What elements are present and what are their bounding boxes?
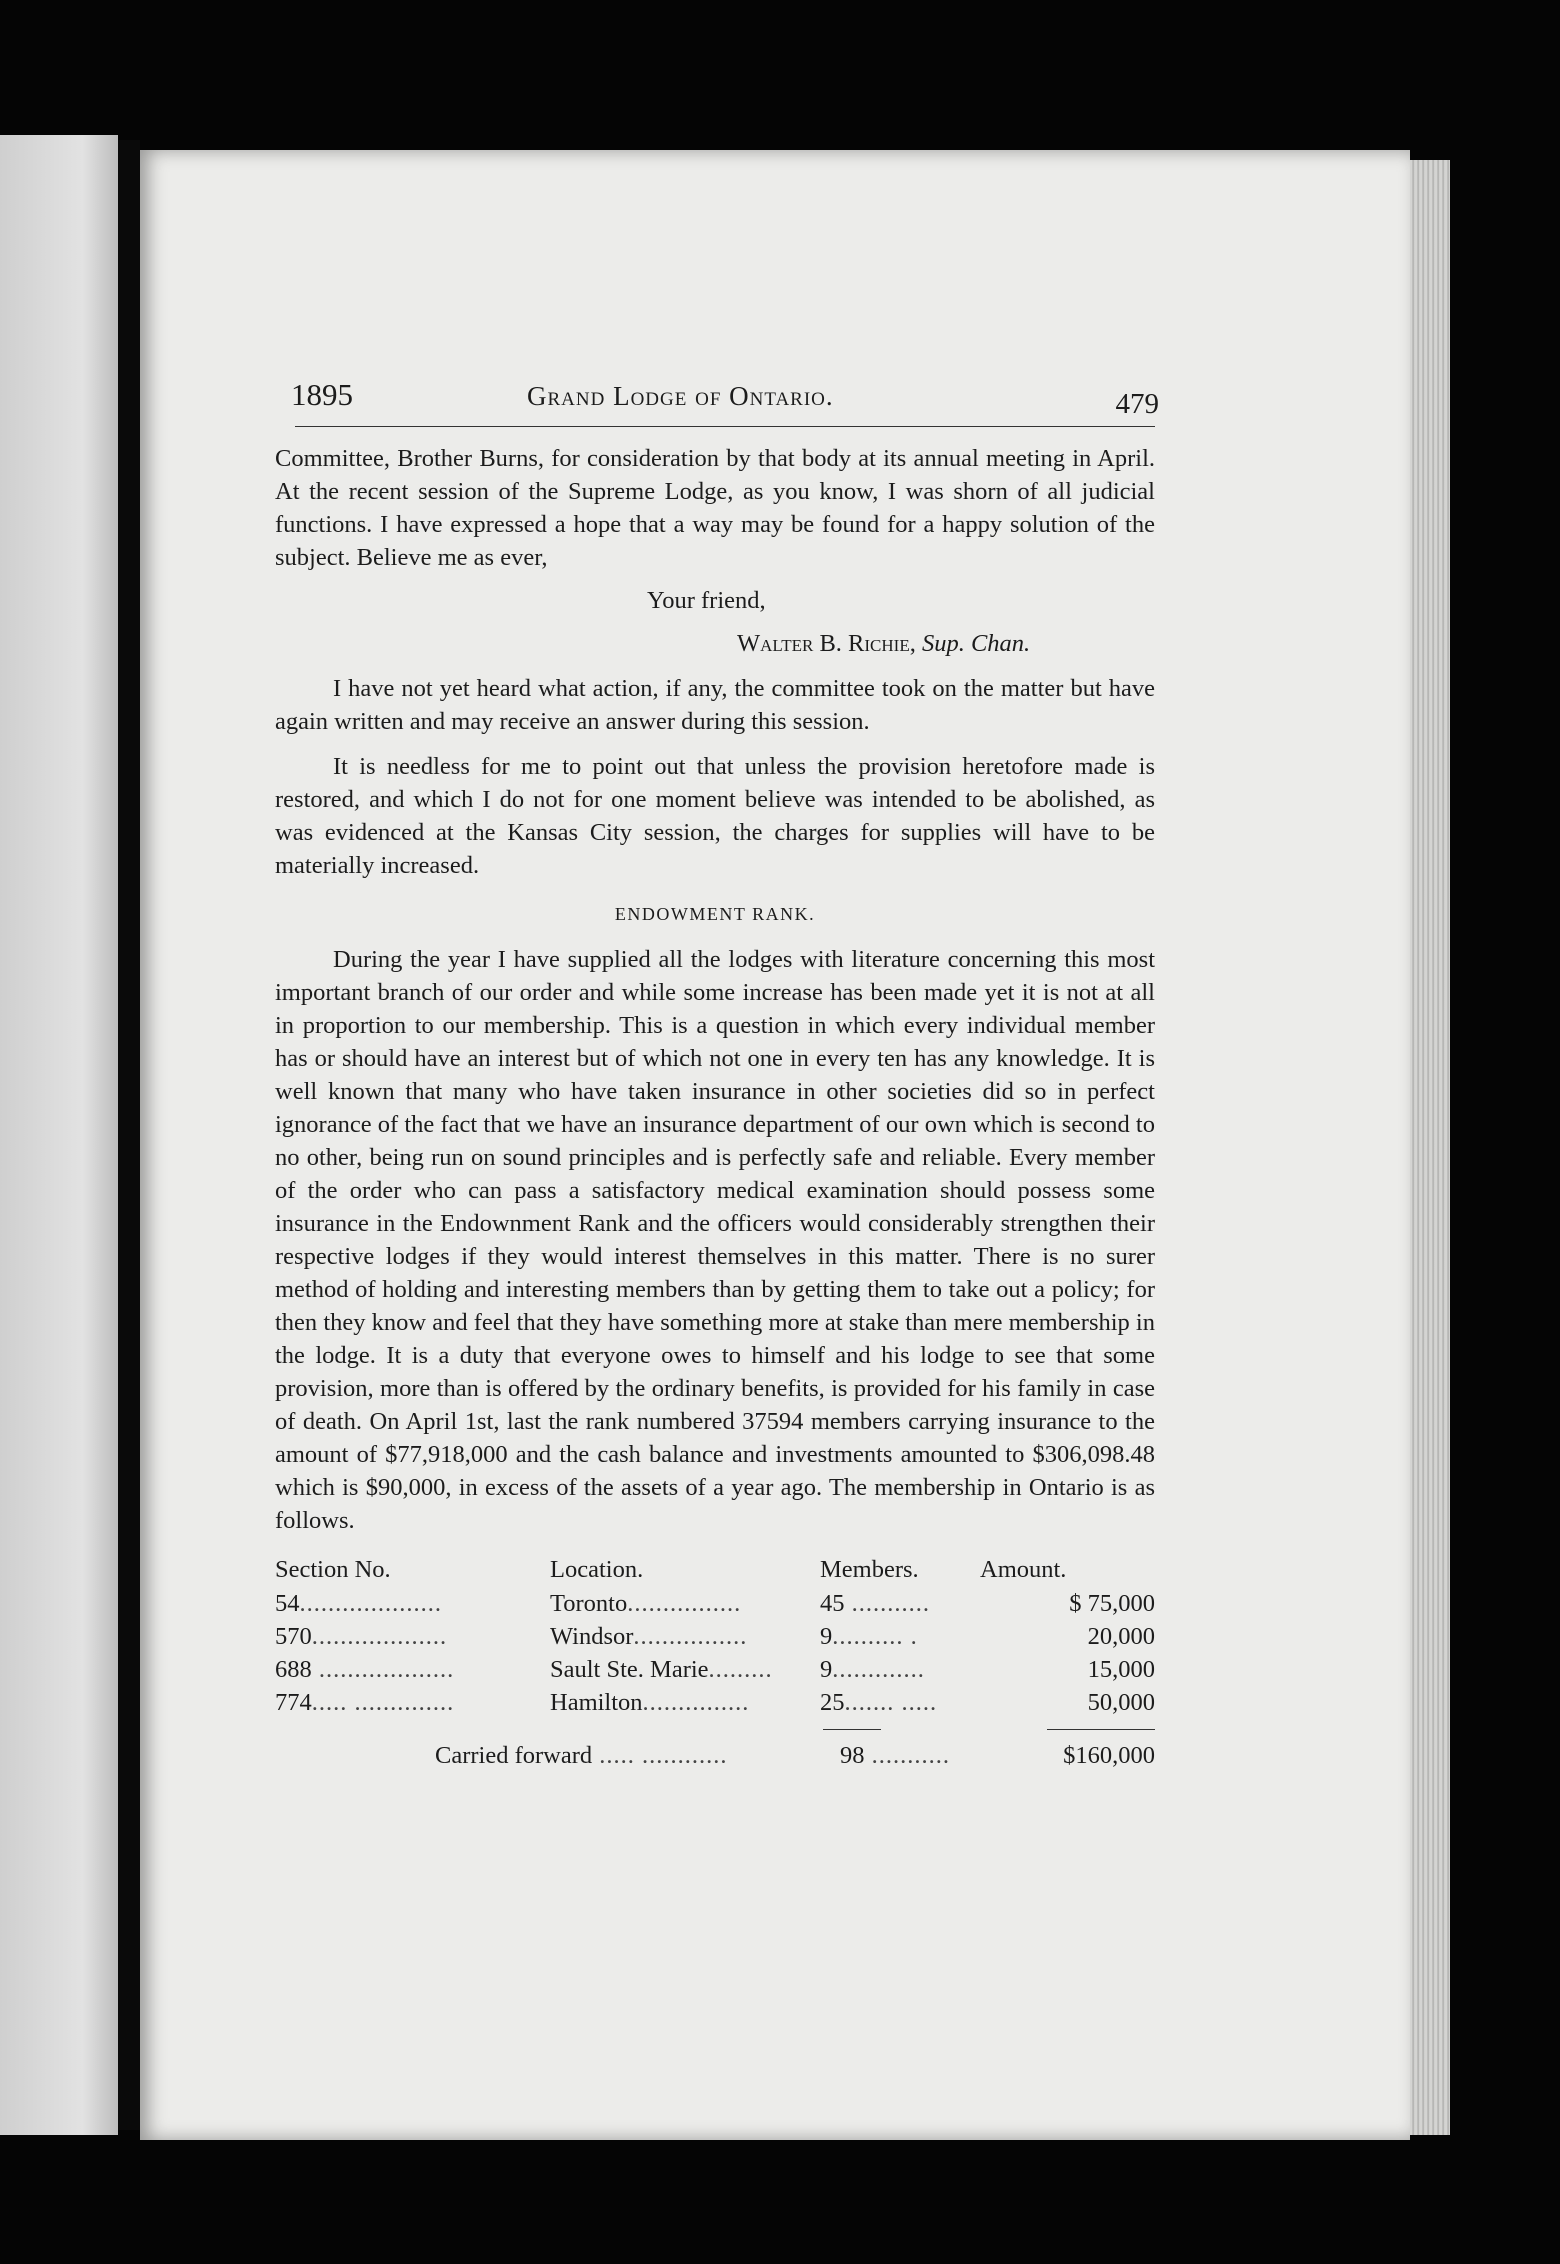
location: Hamilton (550, 1689, 643, 1716)
leader-dots: ............... (642, 1689, 750, 1716)
leader-dots: ......... (708, 1656, 773, 1683)
location: Windsor (550, 1623, 634, 1650)
leader-dots: ................ (627, 1590, 742, 1617)
section-number: 54 (275, 1590, 300, 1617)
page-number: 479 (1115, 388, 1159, 420)
amount: $ 75,000 (1069, 1590, 1155, 1617)
section-number: 570 (275, 1623, 312, 1650)
body-text (275, 442, 1155, 1771)
paragraph-supplies: It is needless for me to point out that unless the provision heretofore made is restored, and which I do not for one moment believe was intended to be abolished, as was evidenced at the Kansas City session, the charges for supplies will have to be materially increased. (275, 753, 1155, 879)
leader-dots: ................ (633, 1623, 748, 1650)
page-stack-edge (1410, 160, 1450, 2135)
amount-total-rule (1047, 1729, 1155, 1730)
members-count: 25 (820, 1689, 845, 1716)
signature-name: Walter B. Richie, (737, 630, 916, 657)
membership-table (275, 1551, 1155, 1719)
leader-dots: ................... (311, 1656, 455, 1683)
header-year: 1895 (291, 377, 353, 412)
carried-forward-row (275, 1729, 1155, 1771)
section-number: 774 (275, 1689, 312, 1716)
running-head (275, 377, 1159, 420)
paragraph-committee: I have not yet heard what action, if any, the committee took on the matter but have again written and may receive an answer during this session. (275, 675, 1155, 735)
leader-dots: .................... (299, 1590, 442, 1617)
paragraph-endowment: During the year I have supplied all the lodges with literature concerning this most important branch of our order and while some increase has been made yet it is not at all in proportion to our membership. This is a question in which every individual member has or should have an interest but of which not one in every ten has any knowledge. It is well known that many who have taken insurance in other societies did so in perfect ignorance of the fact that we have an insurance department of our own which is second to no other, being run on sound principles and is perfectly safe and reliable. Every member of the order who can pass a satisfactory medical examination should possess some insurance in the Endownment Rank and the officers would considerably strengthen their respective lodges if they would interest themselves in this matter. There is no surer method of holding and interesting members than by getting them to take out a policy; for then they know and feel that they have something more at stake than mere membership in the lodge. It is a duty that everyone owes to himself and his lodge to see that some provision, more than is offered by the ordinary benefits, is provided for his family in case of death. On April 1st, last the rank numbered 37594 members carrying insurance to the amount of $77,918,000 and the cash balance and investments amounted to $306,098.48 which is $90,000, in excess of the assets of a year ago. The membership in Ontario is as follows. (275, 946, 1155, 1534)
column-header-members: Members. (820, 1555, 919, 1583)
table-row (275, 1587, 1155, 1620)
table-header-row (275, 1551, 1155, 1587)
table-row (275, 1620, 1155, 1653)
column-header-location: Location. (550, 1555, 644, 1583)
previous-page-edge (0, 135, 118, 2135)
carried-forward-members: 98 ........... (840, 1742, 950, 1769)
members-count: 9 (820, 1656, 833, 1683)
table-row (275, 1653, 1155, 1686)
letter-signature (737, 627, 1155, 660)
amount: 50,000 (1087, 1689, 1155, 1716)
letter-closing: Your friend, (647, 587, 766, 614)
location: Sault Ste. Marie (550, 1656, 709, 1683)
carried-forward-label: Carried forward ..... ............ (435, 1742, 728, 1769)
members-total-rule (823, 1729, 881, 1730)
leader-dots: ....... ..... (844, 1689, 938, 1716)
leader-dots: ..... .............. (311, 1689, 455, 1716)
leader-dots: ................... (311, 1623, 448, 1650)
page-content (275, 377, 1159, 1771)
column-header-section: Section No. (275, 1555, 391, 1583)
members-count: 9 (820, 1623, 833, 1650)
amount: 20,000 (1087, 1623, 1155, 1650)
members-count: 45 (820, 1590, 845, 1617)
table-row (275, 1686, 1155, 1719)
leader-dots: .......... . (832, 1623, 918, 1650)
amount: 15,000 (1087, 1656, 1155, 1683)
signature-role: Sup. Chan. (921, 630, 1031, 657)
location: Toronto (550, 1590, 628, 1617)
leader-dots: ............. (832, 1656, 925, 1683)
leader-dots: ........... (844, 1590, 930, 1617)
book-gutter (118, 140, 140, 2130)
header-title: Grand Lodge of Ontario. (527, 381, 834, 411)
header-rule (295, 426, 1155, 427)
section-number: 688 (275, 1656, 312, 1683)
carried-forward-amount: $160,000 (1063, 1742, 1155, 1769)
section-heading: ENDOWMENT RANK. (614, 904, 816, 924)
column-header-amount: Amount. (980, 1555, 1067, 1583)
paragraph-letter-end: Committee, Brother Burns, for consideration by that body at its annual meeting in April. At the recent session of the Supreme Lodge, as you know, I was shorn of all judicial functions. I have expressed a hope that a way may be found for a happy solution of the subject. Believe me as ever, (275, 445, 1155, 571)
